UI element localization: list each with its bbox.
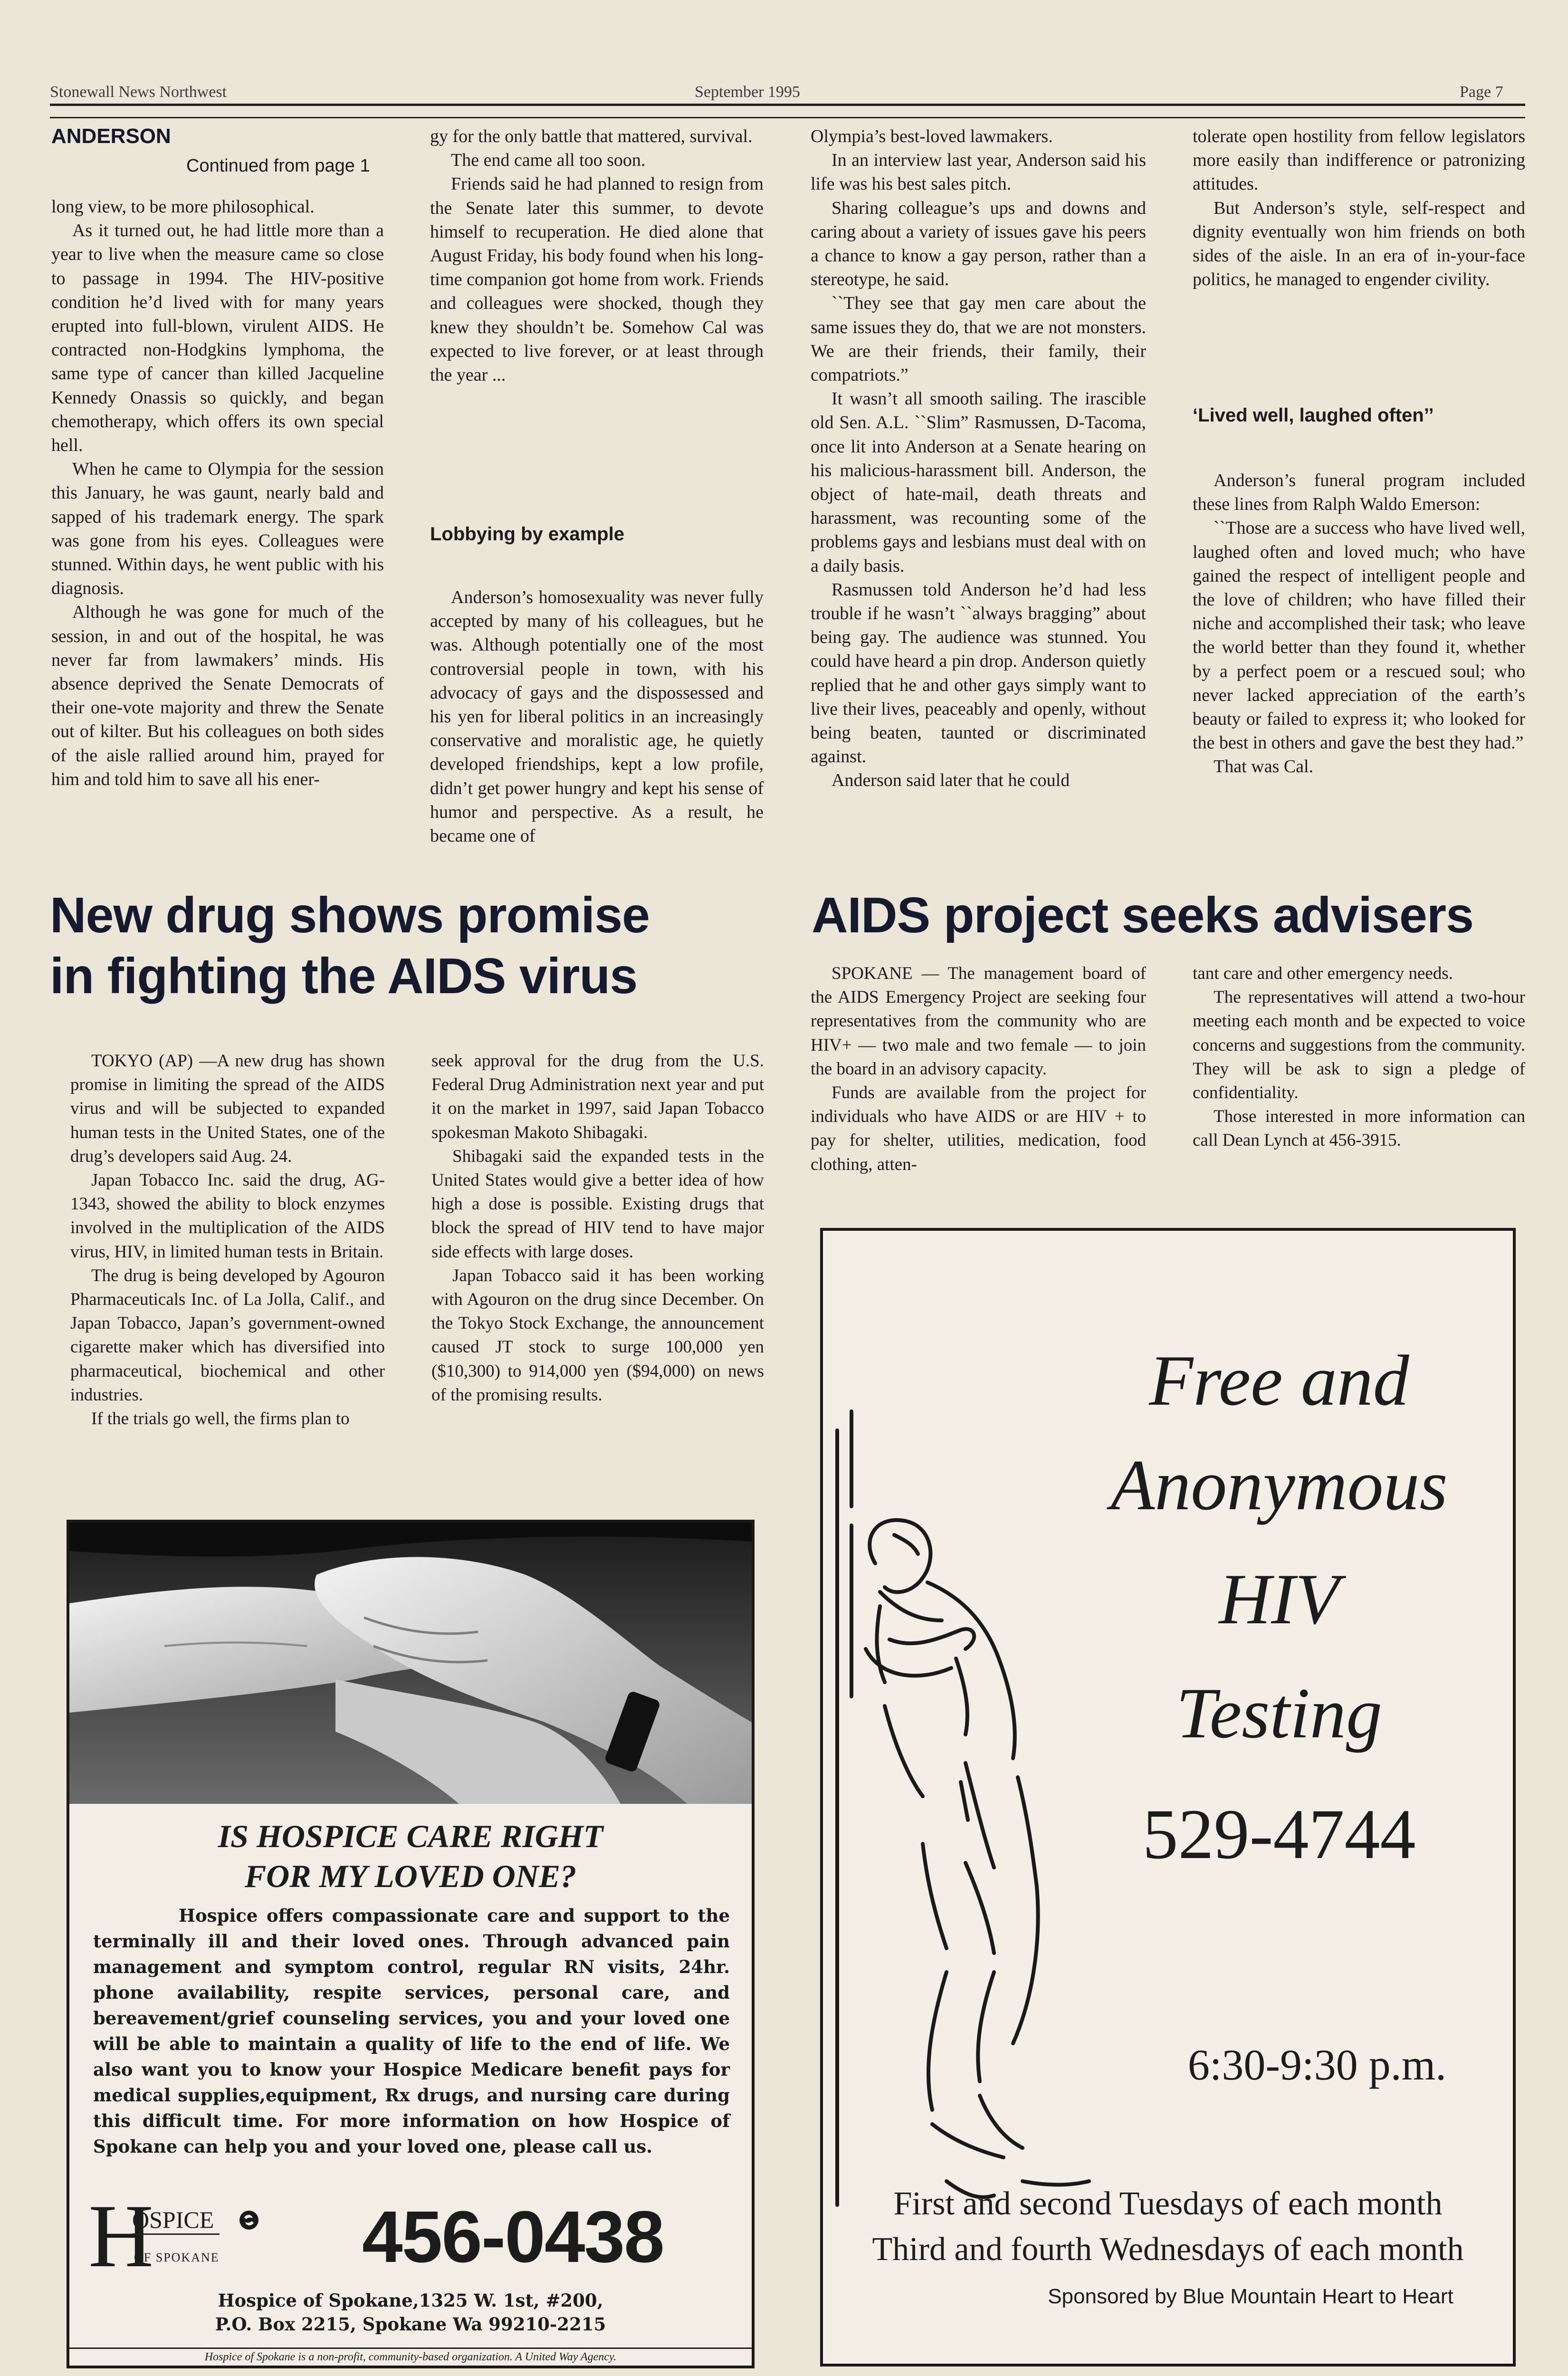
drug-column-2	[431, 1049, 764, 1407]
paragraph: Friends said he had planned to resign from the Senate later this summer, to devote himself to recuperation. He died alone that August Friday, his body found when his long-time companion got home from work. Friends and colleagues were shocked, though they knew they shouldn’t be. Somehow Cal was expected to live forever, or at least through the year ...	[430, 174, 764, 385]
anderson-column-2b	[430, 585, 764, 848]
drug-column-1	[70, 1049, 385, 1431]
hospice-body: Hospice offers compassionate care and support to the terminally ill and their loved ones. Through advanced pain management and symptom control, regular RN visits, 24hr. phone availability, respite services, personal care, and bereavement/grief counseling services, you and your loved one will be able to maintain a quality of life to the end of life. We also want you to know your Hospice Medicare benefit pays for medical supplies,equipment, Rx drugs, and nursing care during this difficult time. For more information on how Hospice of Spokane can help you and your loved one, please call us.	[93, 1905, 730, 2157]
address-line: Hospice of Spokane,1325 W. 1st, #200,	[218, 2290, 603, 2311]
logo-subtitle: OF SPOKANE	[134, 2251, 220, 2264]
hiv-ad-line-hiv: HIV	[1219, 1559, 1339, 1639]
hospice-logo	[88, 2186, 259, 2286]
paragraph: Japan Tobacco Inc. said the drug, AG-1343, showed the ability to block enzymes involved in the multiplication of the AIDS virus, HIV, in limited human tests in Britain.	[70, 1170, 385, 1262]
hiv-ad-sponsor: Sponsored by Blue Mountain Heart to Heart	[1048, 2285, 1453, 2308]
headline-aids-project: AIDS project seeks advisers	[812, 887, 1473, 943]
address-line: P.O. Box 2215, Spokane Wa 99210-2215	[215, 2314, 606, 2335]
paragraph: gy for the only battle that mattered, survival.	[430, 126, 753, 146]
paragraph: SPOKANE — The management board of the AIDS Emergency Project are seeking four representatives from the community who are HIV+ — two male and two female — to join the board in an advisory capacity.	[811, 964, 1146, 1079]
paragraph: TOKYO (AP) —A new drug has shown promise in limiting the spread of the AIDS virus and will be subjected to expanded human tests in the United States, one of the drug’s developers said Aug. 24.	[70, 1051, 385, 1166]
paragraph: Anderson’s funeral program included these lines from Ralph Waldo Emerson:	[1193, 470, 1525, 515]
hospice-ad	[67, 1520, 755, 2368]
hiv-ad-time: 6:30-9:30 p.m.	[1187, 2041, 1447, 2089]
headline-line: FOR MY LOVED ONE?	[244, 1858, 577, 1894]
logo-letter: H	[88, 2186, 154, 2286]
paragraph: It wasn’t all smooth sailing. The irascible old Sen. A.L. ``Slim” Rasmussen, D-Tacoma, once lit into Anderson at a Senate hearing on his malicious-harassment bill. Anderson, the object of hate-mail, death threats and harassment, was recounting some of the problems gays and lesbians must deal with on a daily basis.	[811, 389, 1146, 576]
paragraph: But Anderson’s style, self-respect and dignity eventually won him friends on both sides of the aisle. In an era of in-your-face politics, he managed to engender civility.	[1193, 198, 1525, 290]
paragraph: Rasmussen told Anderson he’d had less trouble if he wasn’t ``always bragging” about being gay. The audience was stunned. You could have heard a pin drop. Anderson quietly replied that he and other gays simply want to live their lives, peaceably and openly, without being beaten, taunted or discriminated against.	[811, 579, 1146, 767]
article-kicker: ANDERSON	[51, 125, 171, 148]
anderson-column-1	[51, 195, 384, 791]
project-column-2	[1193, 962, 1525, 1153]
paragraph: ``Those are a success who have lived well, laughed often and loved much; who have gained the respect of intelligent people and the love of children; who have filled their niche and accomplished their task; who leave the world better than they found it, whether by a perfect poem or a rescued soul; who never lacked appreciation of the earth’s beauty or failed to express it; who looked for the best in others and gave the best they had.”	[1193, 518, 1525, 753]
continued-note: Continued from page 1	[186, 156, 370, 176]
paragraph: seek approval for the drug from the U.S. Federal Drug Administration next year and put it on the market in 1997, said Japan Tobacco spokesman Makoto Shibagaki.	[431, 1051, 764, 1142]
paragraph: Those interested in more information can call Dean Lynch at 456-3915.	[1193, 1107, 1525, 1150]
hiv-ad-line-testing: Testing	[1176, 1673, 1382, 1753]
hands-photo	[69, 1523, 752, 1804]
issue-date: September 1995	[695, 83, 800, 101]
paragraph: Shibagaki said the expanded tests in the United States would give a better idea of how high a dose is possible. Existing drugs that block the spread of HIV tend to have major side effects with large doses.	[431, 1146, 764, 1262]
subhead-lived-well: ‘Lived well, laughed often’’	[1193, 405, 1434, 426]
headline-line: New drug shows promise	[50, 887, 650, 943]
headline-line: in fighting the AIDS virus	[50, 948, 638, 1004]
paragraph: The drug is being developed by Agouron Pharmaceuticals Inc. of La Jolla, Calif., and Japan Tobacco, Japan’s government-owned cigarette maker which has diversified into pharmaceutical, biochemical and other industries.	[70, 1265, 385, 1405]
hiv-ad-line-free: Free and	[1149, 1341, 1409, 1420]
hiv-ad-phone: 529-4744	[1142, 1795, 1416, 1874]
hiv-testing-ad	[820, 1228, 1516, 2366]
paragraph: Anderson’s homosexuality was never fully accepted by many of his colleagues, but he was. Although potentially one of the most controversial people in town, with his advocacy of gays and the dispossessed and his yen for liberal politics in an increasingly conservative and moralistic age, he quietly developed friendships, kept a low profile, didn’t get power hungry and kept his sense of humor and perspective. As a result, he became one of	[430, 587, 764, 846]
paragraph: The end came all too soon.	[451, 150, 646, 171]
header-rule-thin	[50, 117, 1525, 118]
paragraph: long view, to be more philosophical.	[51, 197, 315, 217]
hospice-headline	[69, 1816, 752, 1896]
subhead-lobbying: Lobbying by example	[430, 524, 624, 545]
paragraph: tant care and other emergency needs.	[1193, 964, 1453, 983]
paragraph: As it turned out, he had little more than a year to live when the measure came so close to passage in 1994. The HIV-positive condition he’d lived with for many years erupted into full-blown, virulent AIDS. He contracted non-Hodgkins lymphoma, the same type of cancer than killed Jacqueline Kennedy Onassis so quickly, and began chemotherapy, which offers its own special hell.	[51, 220, 384, 456]
anderson-column-4b	[1193, 469, 1525, 779]
paragraph: That was Cal.	[1214, 757, 1314, 777]
project-column-1	[811, 962, 1146, 1177]
page-number: Page 7	[1460, 83, 1503, 101]
paragraph: The representatives will attend a two-hour meeting each month and be expected to voice concerns and suggestions from the community. They will be ask to sign a pledge of confidentiality.	[1193, 987, 1525, 1103]
headline-new-drug	[50, 885, 650, 1006]
anderson-column-4	[1193, 125, 1525, 291]
hospice-address	[69, 2289, 752, 2336]
paragraph: tolerate open hostility from fellow legislators more easily than indifference or patronizing attitudes.	[1193, 126, 1525, 194]
logo-word: OSPICE	[132, 2206, 220, 2235]
anderson-column-3	[811, 125, 1146, 793]
paragraph: In an interview last year, Anderson said his life was his best sales pitch.	[811, 150, 1146, 194]
paragraph: Olympia’s best-loved lawmakers.	[811, 126, 1053, 146]
schedule-line: First and second Tuesdays of each month	[893, 2185, 1443, 2222]
paragraph: Sharing colleague’s ups and downs and caring about a variety of issues gave his peers a chance to know a gay person, rather than a stereotype, he said.	[811, 198, 1146, 290]
hospice-symbol-icon	[238, 2209, 260, 2232]
anderson-column-2	[430, 125, 764, 387]
schedule-line: Third and fourth Wednesdays of each month	[872, 2231, 1464, 2268]
paragraph: Anderson said later that he could	[832, 770, 1070, 791]
hospice-footer: Hospice of Spokane is a non-profit, community-based organization. A United Way Agency.	[69, 2347, 752, 2364]
publication-name: Stonewall News Northwest	[50, 83, 227, 101]
paragraph: ``They see that gay men care about the same issues they do, that we are not monsters. We are their friends, their family, their compatriots.”	[811, 293, 1146, 385]
paragraph: Although he was gone for much of the session, in and out of the hospital, he was never far from lawmakers’ minds. His absence deprived the Senate Democrats of their one-vote majority and threw the Senate out of kilter. But his colleagues on both sides of the aisle rallied around him, prayed for him and told him to save all his ener-	[51, 602, 384, 789]
paragraph: When he came to Olympia for the session this January, he was gaunt, nearly bald and sapped of his trademark energy. The spark was gone from his eyes. Colleagues were stunned. Within days, he went public with his diagnosis.	[51, 459, 384, 599]
hiv-ad-line-anonymous: Anonymous	[1110, 1445, 1448, 1525]
hospice-phone: 456-0438	[362, 2196, 664, 2278]
paragraph: Japan Tobacco said it has been working with Agouron on the drug since December. On the Tokyo Stock Exchange, the announcement caused JT stock to surge 100,000 yen ($10,300) to 914,000 yen ($94,000) on news of the promising results.	[431, 1265, 764, 1405]
paragraph: If the trials go well, the firms plan to	[91, 1409, 350, 1429]
headline-line: IS HOSPICE CARE RIGHT	[218, 1818, 603, 1854]
hiv-ad-schedule	[823, 2181, 1513, 2272]
header-rule	[50, 104, 1525, 106]
paragraph: Funds are available from the project for individuals who have AIDS or are HIV + to pay for shelter, utilities, medication, food clothing, atten-	[811, 1083, 1146, 1174]
